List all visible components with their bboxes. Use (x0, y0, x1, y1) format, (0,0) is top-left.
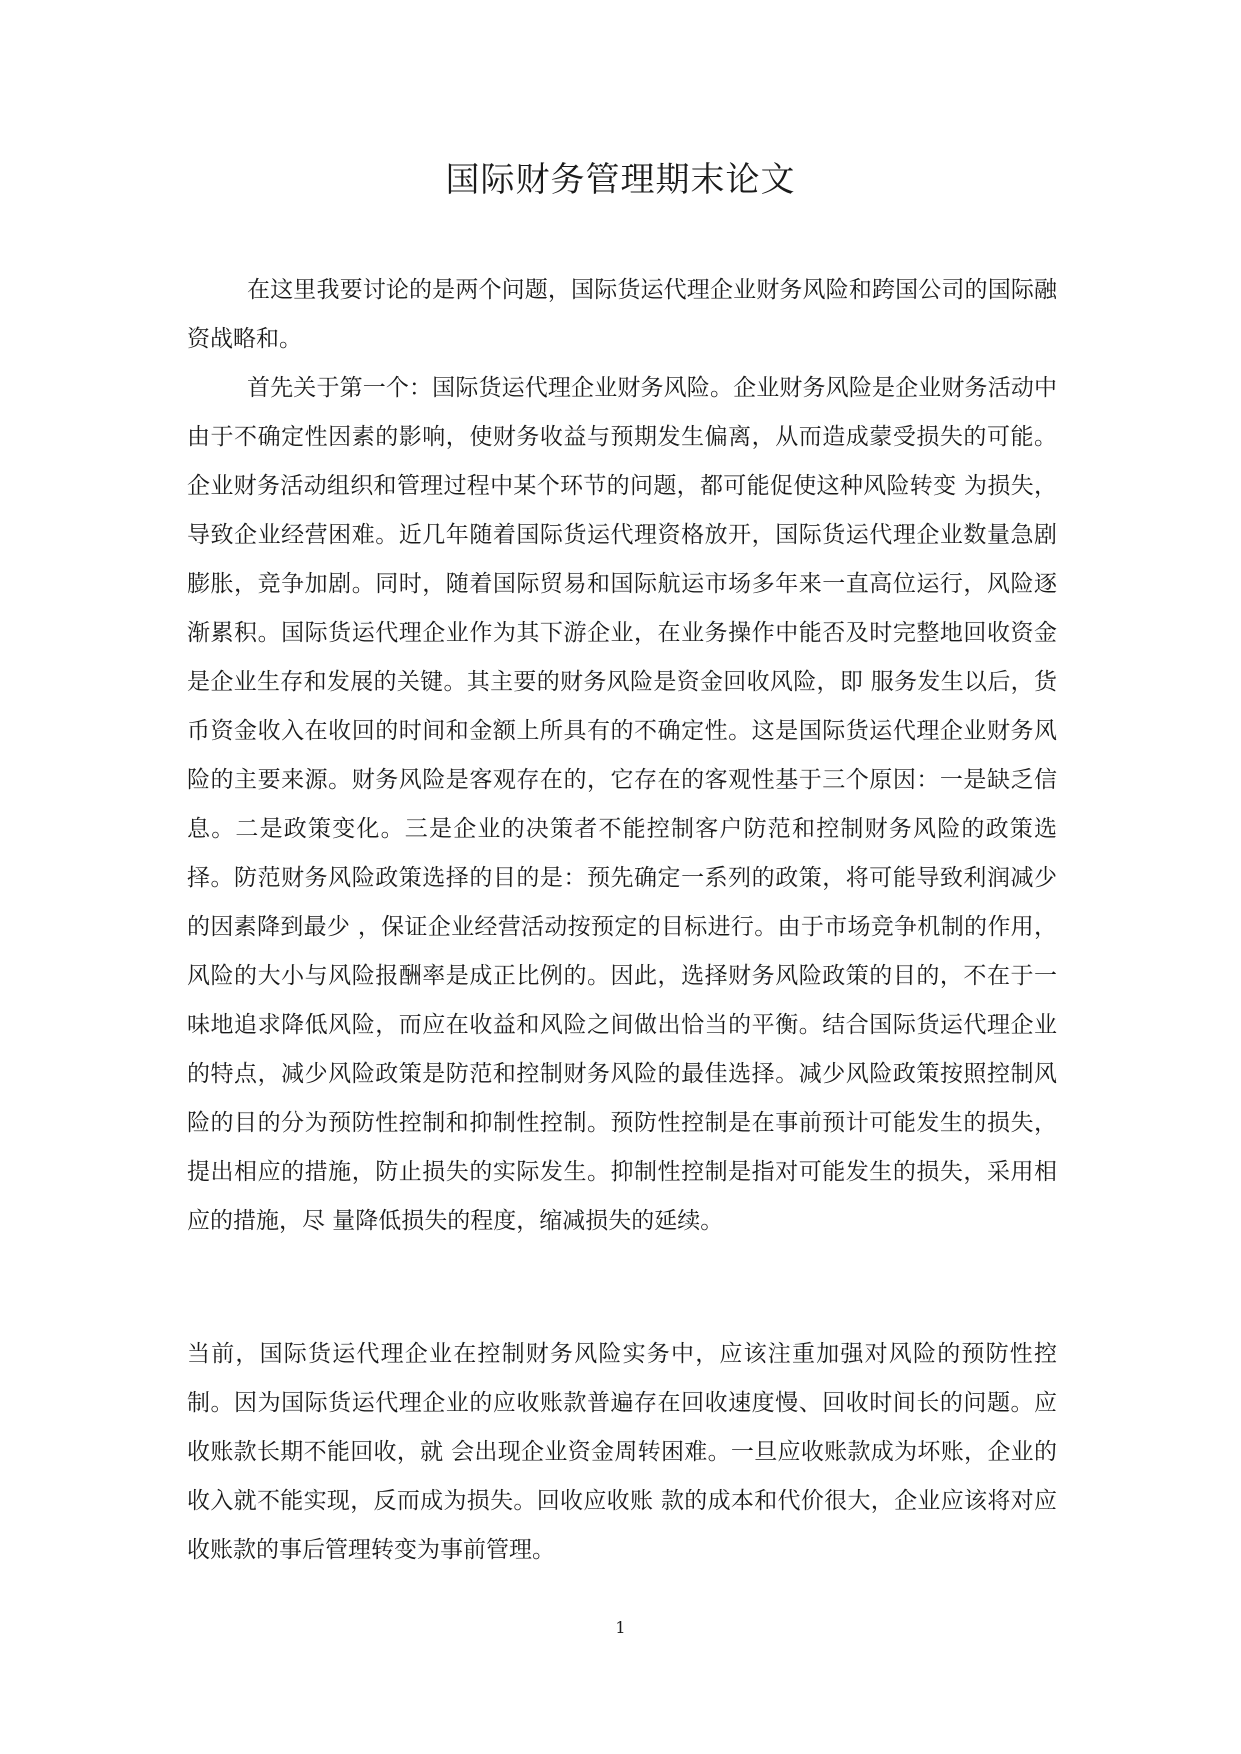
paragraph-financial-risk: 首先关于第一个：国际货运代理企业财务风险。企业财务风险是企业财务活动中由于不确定性因素的影响，使财务收益与预期发生偏离，从而造成蒙受损失的可能。企业财务活动组织和管理过程中某个环节的问题，都可能促使这种风险转变 为损失，导致企业经营困难。近几年随着国际货运代理资格放开，国际货运代理企业数量急剧膨胀，竞争加剧。同时，随着国际贸易和国际航运市场多年来一直高位运行，风险逐渐累积。国际货运代理企业作为其下游企业，在业务操作中能否及时完整地回收资金是企业生存和发展的关键。其主要的财务风险是资金回收风险，即 服务发生以后，货币资金收入在收回的时间和金额上所具有的不确定性。这是国际货运代理企业财务风险的主要来源。财务风险是客观存在的，它存在的客观性基于三个原因：一是缺乏信息。二是政策变化。三是企业的决策者不能控制客户防范和控制财务风险的政策选择。防范财务风险政策选择的目的是：预先确定一系列的政策，将可能导致利润减少的因素降到最少 ，保证企业经营活动按预定的目标进行。由于市场竞争机制的作用，风险的大小与风险报酬率是成正比例的。因此，选择财务风险政策的目的，不在于一味地追求降低风险，而应在收益和风险之间做出恰当的平衡。结合国际货运代理企业的特点，减少风险政策是防范和控制财务风险的最佳选择。减少风险政策按照控制风险的目的分为预防性控制和抑制性控制。预防性控制是在事前预计可能发生的损失，提出相应的措施，防止损失的实际发生。抑制性控制是指对可能发生的损失，采用相应的措施，尽 量降低损失的程度，缩减损失的延续。 (187, 375, 1057, 1234)
paragraph-intro: 在这里我要讨论的是两个问题，国际货运代理企业财务风险和跨国公司的国际融资战略和。 (187, 277, 1057, 352)
paragraph-receivables-control: 当前，国际货运代理企业在控制财务风险实务中，应该注重加强对风险的预防性控制。因为国际货运代理企业的应收账款普遍存在回收速度慢、回收时间长的问题。应收账款长期不能回收，就 会出现企业资金周转困难。一旦应收账款成为坏账，企业的收入就不能实现，反而成为损失。回收应收账 款的成本和代价很大，企业应该将对应收账款的事后管理转变为事前管理。 (187, 1341, 1057, 1563)
document-title: 国际财务管理期末论文 (445, 160, 796, 200)
page-number: 1 (615, 1618, 626, 1637)
